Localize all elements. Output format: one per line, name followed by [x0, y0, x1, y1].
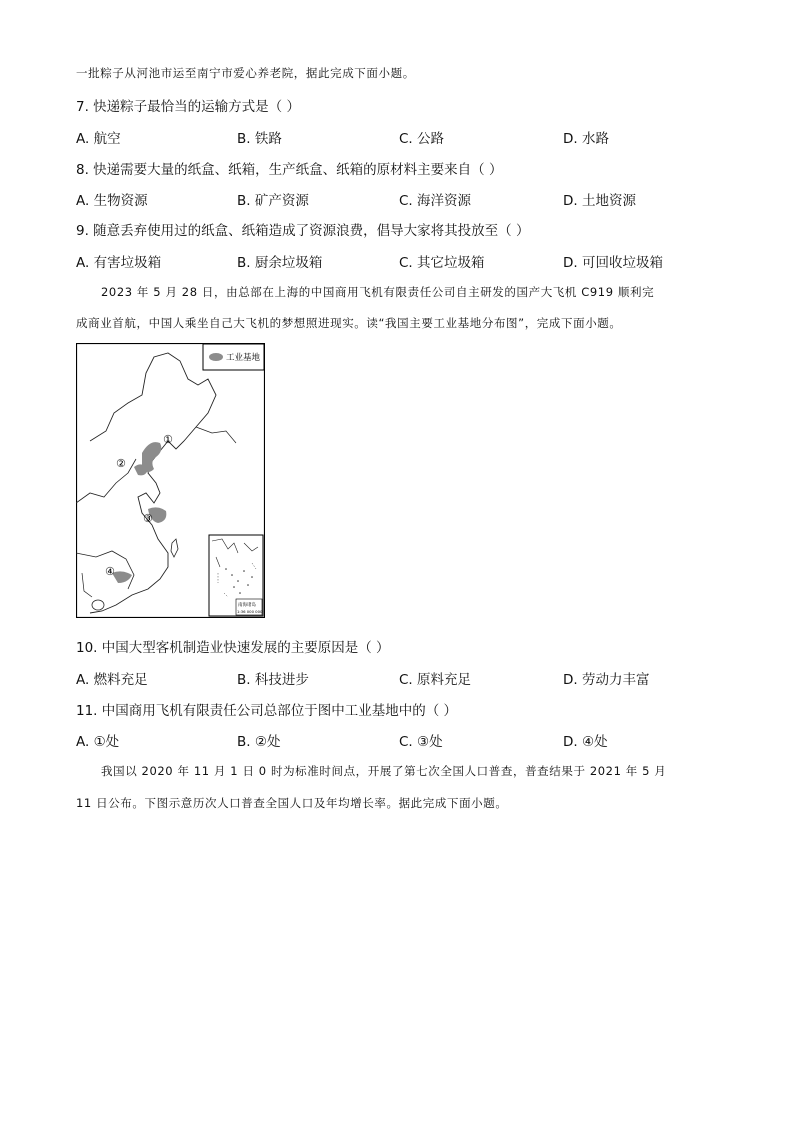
option-a[interactable]: A. 有害垃圾箱	[76, 255, 162, 271]
option-b[interactable]: B. 矿产资源	[237, 193, 309, 209]
question-7-stem: 7. 快递粽子最恰当的运输方式是（ ）	[76, 99, 300, 115]
option-b[interactable]: B. 厨余垃圾箱	[237, 255, 323, 271]
legend-swatch	[209, 353, 223, 361]
option-d[interactable]: D. 土地资源	[563, 193, 636, 209]
intro-q7-9: 一批粽子从河池市运至南宁市爱心养老院，据此完成下面小题。	[76, 66, 415, 80]
intro-census-line1: 我国以 2020 年 11 月 1 日 0 时为标准时间点，开展了第七次全国人口普查，普查结果于 2021 年 5 月	[101, 764, 667, 778]
inset-label: 南海诸岛	[238, 603, 256, 608]
inset-scale: 1:36 000 000	[237, 609, 263, 614]
option-a[interactable]: A. 生物资源	[76, 193, 148, 209]
option-c[interactable]: C. 海洋资源	[399, 193, 472, 209]
option-b[interactable]: B. 科技进步	[237, 672, 309, 688]
option-d[interactable]: D. 可回收垃圾箱	[563, 255, 663, 271]
intro-q10-11-line2: 成商业首航，中国人乘坐自己大飞机的梦想照进现实。读“我国主要工业基地分布图”，完成下面小题。	[76, 316, 622, 330]
hainan-outline	[92, 600, 104, 610]
option-c[interactable]: C. 公路	[399, 131, 445, 147]
question-8-stem: 8. 快递需要大量的纸盒、纸箱，生产纸盒、纸箱的原材料主要来自（ ）	[76, 162, 503, 178]
question-10-stem: 10. 中国大型客机制造业快速发展的主要原因是（ ）	[76, 640, 390, 656]
option-b[interactable]: B. ②处	[237, 734, 281, 750]
china-east-map	[76, 343, 265, 618]
option-c[interactable]: C. 其它垃圾箱	[399, 255, 485, 271]
option-a[interactable]: A. 航空	[76, 131, 121, 147]
option-d[interactable]: D. 水路	[563, 131, 609, 147]
intro-census-line2: 11 日公布。下图示意历次人口普查全国人口及年均增长率。据此完成下面小题。	[76, 796, 508, 810]
intro-q10-11-line1: 2023 年 5 月 28 日，由总部在上海的中国商用飞机有限责任公司自主研发的国产大飞机 C919 顺利完	[101, 285, 655, 299]
industrial-base-map	[76, 343, 265, 618]
marker-4: ④	[105, 565, 115, 578]
marker-2: ②	[116, 457, 126, 470]
question-9-stem: 9. 随意丢弃使用过的纸盒、纸箱造成了资源浪费，倡导大家将其投放至（ ）	[76, 223, 530, 239]
marker-3: ③	[143, 512, 153, 525]
marker-1: ①	[163, 433, 173, 446]
option-b[interactable]: B. 铁路	[237, 131, 282, 147]
legend-label: 工业基地	[226, 353, 261, 363]
question-11-stem: 11. 中国商用飞机有限责任公司总部位于图中工业基地中的（ ）	[76, 703, 458, 719]
option-c[interactable]: C. 原料充足	[399, 672, 472, 688]
option-c[interactable]: C. ③处	[399, 734, 443, 750]
option-d[interactable]: D. 劳动力丰富	[563, 672, 650, 688]
option-a[interactable]: A. 燃料充足	[76, 672, 148, 688]
option-d[interactable]: D. ④处	[563, 734, 608, 750]
option-a[interactable]: A. ①处	[76, 734, 120, 750]
